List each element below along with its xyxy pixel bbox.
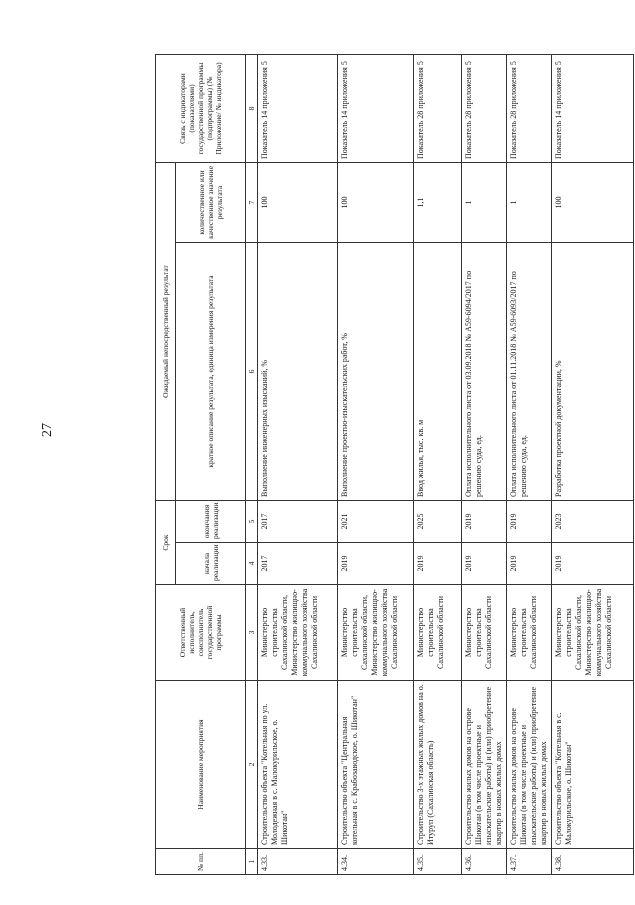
column-number: 7 (246, 163, 258, 243)
page-number: 27 (40, 423, 55, 437)
row-number: 4.38. (552, 849, 634, 875)
row-number: 4.34. (338, 849, 414, 875)
column-number: 4 (246, 543, 258, 585)
row-end: 2017 (258, 501, 338, 543)
column-number: 6 (246, 243, 258, 501)
row-indicator: Показатель 14 приложения 5 (552, 55, 634, 163)
row-number: 4.36. (462, 849, 507, 875)
row-end: 2021 (338, 501, 414, 543)
row-responsible: Министерство строительства Сахалинской области, Министерство жилищно-коммунального хозяйства Сахалинской области (552, 585, 634, 681)
row-value: 100 (338, 163, 414, 243)
row-result: Ввод жилья, тыс. кв. м (414, 243, 462, 501)
row-indicator: Показатель 28 приложения 5 (507, 55, 552, 163)
row-end: 2019 (507, 501, 552, 543)
column-number: 8 (246, 55, 258, 163)
row-indicator: Показатель 14 приложения 5 (258, 55, 338, 163)
header-name: Наименование мероприятия (156, 681, 246, 849)
row-name: Строительство объекта "Котельная по ул. Молодежная в с. Малокурильское, о. Шикотан" (258, 681, 338, 849)
row-number: 4.33. (258, 849, 338, 875)
row-start: 2019 (338, 543, 414, 585)
row-responsible: Министерство строительства Сахалинской области (507, 585, 552, 681)
row-name: Строительство жилых домов на острове Шикотан (в том числе проектные и изыскательские работы) и (или) приобретение квартир в новых жилых домах (507, 681, 552, 849)
header-responsible: Ответственный исполнитель, соисполнитель государственной программы (156, 585, 246, 681)
row-start: 2019 (462, 543, 507, 585)
row-name: Строительство 3-х этажных жилых домов на о. Итуруп (Сахалинская область) (414, 681, 462, 849)
table-row (414, 55, 462, 875)
row-result: Разработка проектной документации, % (552, 243, 634, 501)
row-responsible: Министерство строительства Сахалинской области, Министерство жилищно-коммунального хозяйства Сахалинской области (338, 585, 414, 681)
header-num: № пп. (156, 849, 246, 875)
row-indicator: Показатель 14 приложения 5 (338, 55, 414, 163)
row-value: 1 (462, 163, 507, 243)
row-start: 2017 (258, 543, 338, 585)
row-number: 4.35. (414, 849, 462, 875)
header-end: окончания реализации (176, 501, 246, 543)
row-end: 2023 (552, 501, 634, 543)
table-row (462, 55, 507, 875)
row-name: Строительство объекта "Центральная котельная в с. Крабозаводское, о. Шикотан" (338, 681, 414, 849)
header-expected-result: Ожидаемый непосредственный результат (156, 163, 176, 501)
table-row (338, 55, 414, 875)
header-short-description: краткое описание результата, единица измерения результата (176, 243, 246, 501)
row-start: 2019 (414, 543, 462, 585)
row-end: 2025 (414, 501, 462, 543)
column-number: 2 (246, 681, 258, 849)
row-name: Строительство жилых домов на острове Шикотан (в том числе проектные и изыскательские работы) и (или) приобретение квартир в новых жилых домах (462, 681, 507, 849)
row-value: 100 (258, 163, 338, 243)
row-result: Выполнение проектно-изыскательских работ, % (338, 243, 414, 501)
row-indicator: Показатель 28 приложения 5 (462, 55, 507, 163)
table-row (507, 55, 552, 875)
row-number: 4.37. (507, 849, 552, 875)
column-number: 5 (246, 501, 258, 543)
table-row (552, 55, 634, 875)
row-result: Оплата исполнительного листа от 01.11.2018 № А59-6093/2017 по решению суда, ед. (507, 243, 552, 501)
row-result: Оплата исполнительного листа от 03.09.2018 № А59-6094/2017 по решению суда, ед. (462, 243, 507, 501)
column-number: 3 (246, 585, 258, 681)
header-indicator-link: Связь с индикаторами (показателями) государственной программы (подпрограммы) (№ Приложение/ № индикатора) (156, 55, 246, 163)
column-number: 1 (246, 849, 258, 875)
table-row (258, 55, 338, 875)
header-quantity: количественное или качественное значение результата (176, 163, 246, 243)
row-responsible: Министерство строительства Сахалинской области (462, 585, 507, 681)
row-responsible: Министерство строительства Сахалинской области, Министерство жилищно-коммунального хозяйства Сахалинской области (258, 585, 338, 681)
row-name: Строительство объекта "Котельная в с. Малокурильское, о. Шикотан" (552, 681, 634, 849)
header-term: Срок (156, 501, 176, 585)
row-start: 2019 (507, 543, 552, 585)
row-value: 100 (552, 163, 634, 243)
row-value: 1,1 (414, 163, 462, 243)
row-indicator: Показатель 28 приложения 5 (414, 55, 462, 163)
header-start: начала реализации (176, 543, 246, 585)
row-end: 2019 (462, 501, 507, 543)
row-responsible: Министерство строительства Сахалинской области (414, 585, 462, 681)
measures-table (155, 54, 634, 875)
row-start: 2019 (552, 543, 634, 585)
row-result: Выполнение инженерных изысканий, % (258, 243, 338, 501)
row-value: 1 (507, 163, 552, 243)
rotated-page-content (155, 55, 631, 875)
